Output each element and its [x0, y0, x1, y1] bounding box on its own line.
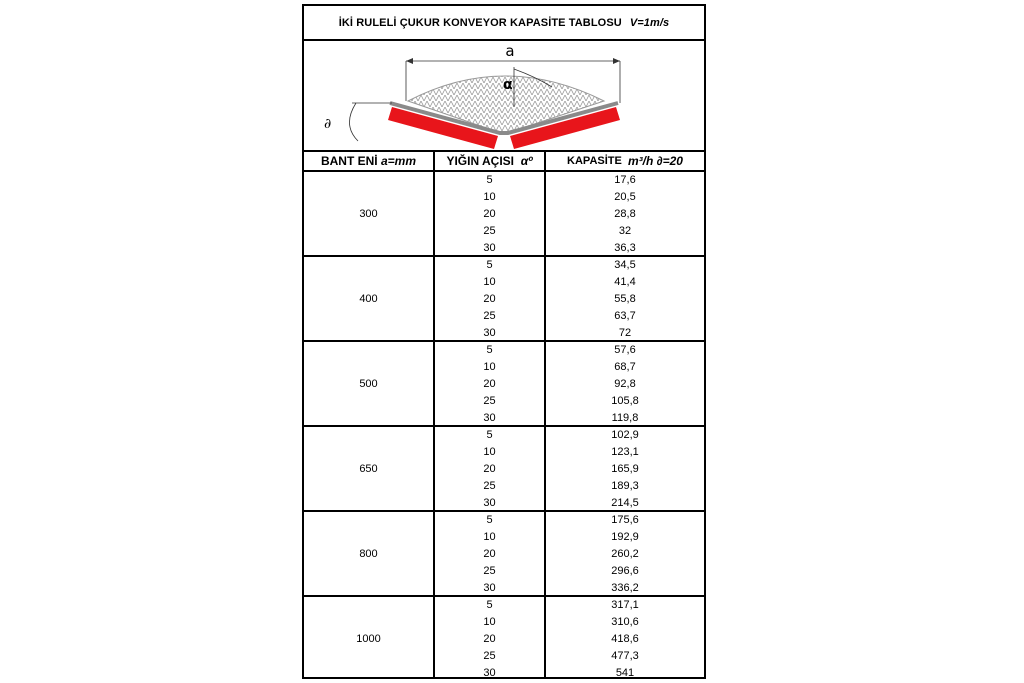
- table-row: [435, 324, 704, 341]
- capacity-value: 119,8: [611, 411, 639, 424]
- angle-capacity-rows: [435, 597, 704, 681]
- table-row: [435, 494, 704, 511]
- belt-width-value: 500: [359, 377, 378, 390]
- header-belt-width-label: BANT ENİ: [320, 154, 378, 168]
- table-row: [435, 206, 704, 223]
- table-title: [304, 6, 704, 41]
- table-row: [435, 664, 704, 681]
- capacity-value: 260,2: [611, 547, 639, 560]
- table-row: [435, 274, 704, 291]
- belt-width-value: 800: [359, 547, 378, 560]
- capacity-value: 28,8: [614, 207, 636, 220]
- angle-value: 30: [483, 666, 496, 679]
- angle-capacity-rows: [435, 172, 704, 256]
- angle-value: 10: [483, 276, 496, 289]
- angle-value: 20: [483, 547, 496, 560]
- table-body: [304, 172, 704, 677]
- capacity-value: 336,2: [611, 581, 639, 594]
- table-row: [435, 444, 704, 461]
- capacity-value: 92,8: [614, 377, 636, 390]
- table-row: [435, 562, 704, 579]
- capacity-value: 68,7: [614, 361, 636, 374]
- table-row: [435, 307, 704, 324]
- capacity-value: 165,9: [611, 462, 639, 475]
- belt-width-group: [304, 342, 704, 427]
- table-row: [435, 579, 704, 596]
- angle-value: 25: [483, 479, 496, 492]
- capacity-value: 541: [615, 666, 635, 679]
- angle-value: 20: [483, 632, 496, 645]
- belt-width-value: 1000: [356, 632, 381, 645]
- table-row: [435, 529, 704, 546]
- angle-capacity-rows: [435, 257, 704, 341]
- table-row: [435, 409, 704, 426]
- capacity-value: 310,6: [611, 616, 639, 629]
- trough-angle-label: ∂: [324, 116, 332, 132]
- header-capacity-label: KAPASİTE: [567, 155, 622, 167]
- table-row: [435, 257, 704, 274]
- angle-value: 30: [483, 326, 496, 339]
- table-row: [435, 461, 704, 478]
- table-row: [435, 512, 704, 529]
- angle-value: 25: [483, 564, 496, 577]
- angle-value: 10: [483, 361, 496, 374]
- table-row: [435, 631, 704, 648]
- width-label: a: [505, 42, 515, 60]
- capacity-value: 17,6: [614, 174, 636, 187]
- angle-value: 10: [483, 616, 496, 629]
- table-row: [435, 647, 704, 664]
- capacity-value: 41,4: [614, 276, 636, 289]
- angle-value: 30: [483, 411, 496, 424]
- trough-diagram: [304, 41, 704, 152]
- table-row: [435, 172, 704, 189]
- angle-value: 10: [483, 446, 496, 459]
- capacity-value: 34,5: [614, 259, 636, 272]
- capacity-value: 317,1: [611, 599, 639, 612]
- angle-value: 30: [483, 496, 496, 509]
- header-angle: [435, 152, 544, 170]
- angle-value: 20: [483, 292, 496, 305]
- angle-value: 5: [486, 514, 493, 527]
- angle-capacity-rows: [435, 427, 704, 511]
- table-row: [435, 546, 704, 563]
- angle-value: 5: [486, 344, 493, 357]
- header-capacity: [546, 152, 704, 170]
- angle-value: 10: [483, 191, 496, 204]
- angle-value: 25: [483, 649, 496, 662]
- capacity-value: 189,3: [611, 479, 639, 492]
- capacity-table-sheet: [302, 4, 706, 679]
- header-belt-width: [304, 152, 433, 170]
- angle-value: 10: [483, 531, 496, 544]
- table-row: [435, 222, 704, 239]
- capacity-value: 175,6: [611, 514, 639, 527]
- table-row: [435, 597, 704, 614]
- angle-label: α: [503, 77, 513, 93]
- capacity-value: 296,6: [611, 564, 639, 577]
- angle-capacity-rows: [435, 342, 704, 426]
- header-angle-unit: αº: [520, 154, 533, 168]
- header-capacity-unit: m³/h ∂=20: [627, 154, 683, 168]
- header-belt-width-unit: a=mm: [380, 154, 417, 168]
- belt-width-value: 300: [359, 207, 378, 220]
- trough-diagram-graphic: [304, 41, 704, 150]
- capacity-value: 57,6: [614, 344, 636, 357]
- capacity-value: 63,7: [614, 309, 636, 322]
- angle-value: 20: [483, 462, 496, 475]
- capacity-value: 477,3: [611, 649, 639, 662]
- angle-value: 25: [483, 224, 496, 237]
- table-row: [435, 291, 704, 308]
- angle-value: 5: [486, 259, 493, 272]
- capacity-value: 55,8: [614, 292, 636, 305]
- belt-width-group: [304, 597, 704, 682]
- capacity-value: 20,5: [614, 191, 636, 204]
- angle-value: 25: [483, 309, 496, 322]
- capacity-value: 32: [618, 224, 632, 237]
- table-row: [435, 376, 704, 393]
- capacity-value: 102,9: [611, 429, 639, 442]
- angle-value: 5: [486, 174, 493, 187]
- table-row: [435, 359, 704, 376]
- angle-value: 20: [483, 377, 496, 390]
- angle-value: 20: [483, 207, 496, 220]
- table-row: [435, 614, 704, 631]
- belt-width-group: [304, 172, 704, 257]
- table-row: [435, 342, 704, 359]
- capacity-value: 192,9: [611, 531, 639, 544]
- angle-value: 5: [486, 599, 493, 612]
- belt-speed: V=1m/s: [629, 16, 670, 29]
- capacity-value: 123,1: [611, 446, 639, 459]
- header-angle-label: YIĞIN AÇISI: [446, 154, 515, 168]
- belt-width-value: 400: [359, 292, 378, 305]
- capacity-value: 105,8: [611, 394, 639, 407]
- capacity-value: 36,3: [614, 241, 636, 254]
- table-row: [435, 239, 704, 256]
- capacity-value: 214,5: [611, 496, 639, 509]
- belt-width-group: [304, 512, 704, 597]
- belt-width-value: 650: [359, 462, 378, 475]
- capacity-value: 72: [618, 326, 632, 339]
- capacity-value: 418,6: [611, 632, 639, 645]
- title-text: İKİ RULELİ ÇUKUR KONVEYOR KAPASİTE TABLOSU: [338, 16, 622, 29]
- angle-value: 30: [483, 241, 496, 254]
- belt-width-group: [304, 427, 704, 512]
- angle-capacity-rows: [435, 512, 704, 596]
- table-row: [435, 427, 704, 444]
- angle-value: 25: [483, 394, 496, 407]
- angle-value: 30: [483, 581, 496, 594]
- table-row: [435, 189, 704, 206]
- table-row: [435, 477, 704, 494]
- belt-width-group: [304, 257, 704, 342]
- table-row: [435, 392, 704, 409]
- table-header: [304, 152, 704, 172]
- angle-value: 5: [486, 429, 493, 442]
